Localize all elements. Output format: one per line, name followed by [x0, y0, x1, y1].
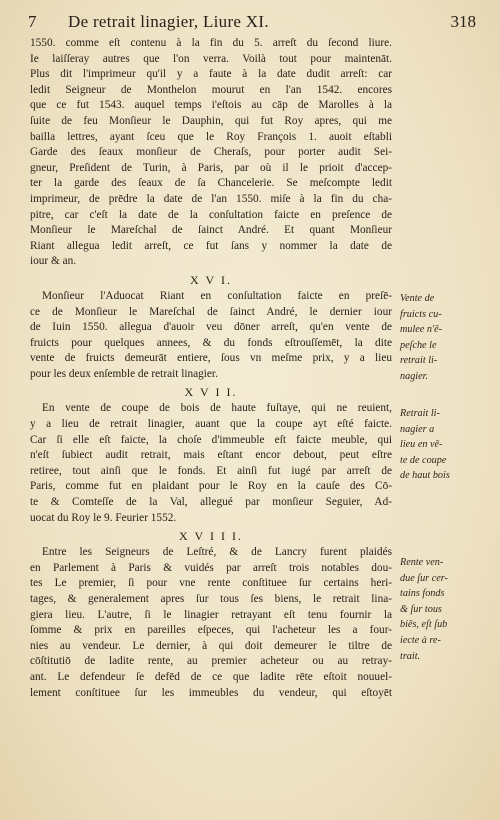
text-line: Riant allegua ledit arreſt, ce fut ſans y nommer la date de	[30, 239, 392, 252]
text-line: ce de Monſieur le Mareſchal de ſainct André, le dernier iour	[30, 305, 392, 318]
text-line: ant. Le defendeur ſe defēd de ce que ladite rēte eſtoit nouuel-	[30, 670, 392, 683]
margin-line: lieu en vē-	[400, 439, 443, 451]
section-heading-xvii: X V I I.	[184, 385, 238, 400]
text-line: ledit Seigneur de Monthelon mourut en l'an 1542. encores	[30, 83, 392, 96]
margin-note-fruits	[400, 291, 492, 385]
text-line: Plus dit l'imprimeur qu'il y a faute à la date dudit arreſt: car	[30, 68, 392, 81]
text-line: ter la garde des ſeaux de ſa Chancelerie. Se meſcompte ledit	[30, 177, 392, 190]
main-text	[30, 36, 392, 701]
folio-number: 318	[450, 12, 476, 31]
text-line: que ce fut 1543. auquel temps i'eſtois au cāp de Marolles à la	[30, 99, 392, 112]
text-line: pour les deux enſemble de retrait linagier.	[30, 367, 218, 380]
section-heading-xvi: X V I.	[190, 272, 232, 287]
text-line: ſomme & prix en pareilles eſpeces, qui l'acheteur les a four-	[30, 624, 392, 637]
margin-line: te de coupe	[400, 454, 447, 466]
text-line: retiree, tout ainſi que le fonds. Et ainſi fut iugé par arreſt de	[30, 464, 392, 477]
margin-line: de haut bois	[400, 470, 450, 482]
text-line: Garde des ſeaux monſieur de Cheraſs, pour porter audit Sei-	[30, 146, 392, 159]
text-line: bailla lettres, ayant ſceu que le Roy François 1. auoit eſtabli	[30, 130, 392, 143]
text-line: en Parlement à Paris & vuidés par arreſt trois notables dou-	[30, 561, 392, 574]
text-line: uocat du Roy le 9. Feurier 1552.	[30, 511, 177, 524]
text-line: ſuite de feu Monſieur le Dauphin, qui fut Roy apres, qui me	[30, 114, 392, 127]
margin-line: Rente ven-	[400, 557, 444, 568]
margin-line: peſche le	[400, 339, 437, 351]
margin-line: retrait li-	[400, 355, 438, 367]
text-line: gneur, Preſident de Turin, à Paris, par où il le prioit d'accep-	[30, 161, 392, 174]
margin-line: nagier.	[400, 370, 429, 382]
text-line: cōſtitutiō de ladite rente, au premier acheteur ou au retray-	[30, 655, 392, 668]
text-line: pitre, car c'eſt la date de la conſultation faicte en preſence de	[30, 208, 392, 221]
running-header	[28, 10, 480, 36]
paragraph-4	[30, 545, 392, 701]
margin-line: mulee n'ē-	[400, 324, 443, 336]
text-line: Entre les Seigneurs de Leſtré, & de Lancry furent plaidés	[42, 546, 392, 559]
text-line: 1550. comme eſt contenu à la fin du 5. arreſt du ſecond liure.	[30, 37, 392, 49]
text-line: Ie laiſſeray autres que l'on verra. Voilà tout pour maintenāt.	[30, 52, 392, 65]
text-line: tages, & generalement apres ſur tous ſes biens, le retrait lina-	[30, 593, 392, 605]
text-line: nies au vendeur. Le dernier, à qui doit demeurer le tiltre de	[30, 639, 392, 652]
text-line: Monſieur le Mareſchal de ſainct André. Et quant Monſieur	[30, 224, 392, 237]
text-line: giera lieu. L'autre, ſi le linagier retrayant eſt tenu fournir la	[30, 608, 392, 621]
margin-line: iecte à re-	[400, 634, 441, 646]
margin-line: trait.	[400, 650, 421, 662]
margin-line: tains fonds	[400, 588, 445, 600]
text-line: En vente de coupe de bois de haute fuſtaye, qui ne reuient,	[42, 402, 392, 415]
margin-line: nagier a	[400, 423, 435, 435]
margin-line: Vente de	[400, 293, 435, 304]
text-line: Paris, comme fut en plaidant pour le Roy en la cauſe des Cō-	[30, 480, 392, 493]
text-line: iour & an.	[30, 255, 77, 268]
text-line: Monſieur l'Aduocat Riant en conſultation faicte en preſē-	[42, 289, 392, 302]
paragraph-3	[30, 401, 392, 526]
text-line: y a lieu de retrait linagier, auant que la coupe ayt eſté faicte.	[30, 418, 392, 431]
text-line: vente de fruicts demeurāt entiere, ſous vn meſme prix, y a lieu	[30, 352, 392, 365]
text-line: de Iuin 1550. allegua d'auoir veu dōner arreſt, qu'en vente de	[30, 321, 392, 334]
margin-line: Retrait li-	[400, 408, 440, 419]
paragraph-1	[30, 36, 392, 270]
margin-line: & ſur tous	[400, 603, 442, 615]
margin-line: due ſur cer-	[400, 572, 448, 584]
text-line: te & Comteſſe de la Val, allegué par monſieur Seguier, Ad-	[30, 496, 392, 509]
paragraph-2	[30, 289, 392, 383]
margin-line: fruicts cu-	[400, 308, 442, 320]
margin-note-wood	[400, 406, 492, 484]
margin-line: biēs, eſt ſub	[400, 619, 448, 631]
text-line: imprimeur, de prēdre la date de l'an 1550. miſe à la fin du cha-	[30, 192, 392, 205]
text-line: tes Le premier, ſi pour vne rente conſtituee ſur certains heri-	[30, 577, 392, 590]
text-line: lement conſtituee ſur les immeubles du vendeur, qui eſtoyēt	[30, 686, 392, 699]
margin-note-rente	[400, 555, 492, 664]
section-heading-xviii: X V I I I.	[179, 529, 243, 544]
text-line: Car ſi elle eſt faicte, la choſe d'immeuble eſt faicte meuble, qui	[30, 433, 392, 446]
running-title: De retrait linagier, Liure XI.	[68, 12, 269, 31]
page-marker: 7	[28, 12, 37, 31]
text-line: fruicts pour quelques annees, & du fonds eſtrouſſemēt, la dite	[30, 336, 392, 349]
text-line: n'eſt ſubiect audit retrait, mais eſtant encor debout, peut eſtre	[30, 449, 392, 462]
